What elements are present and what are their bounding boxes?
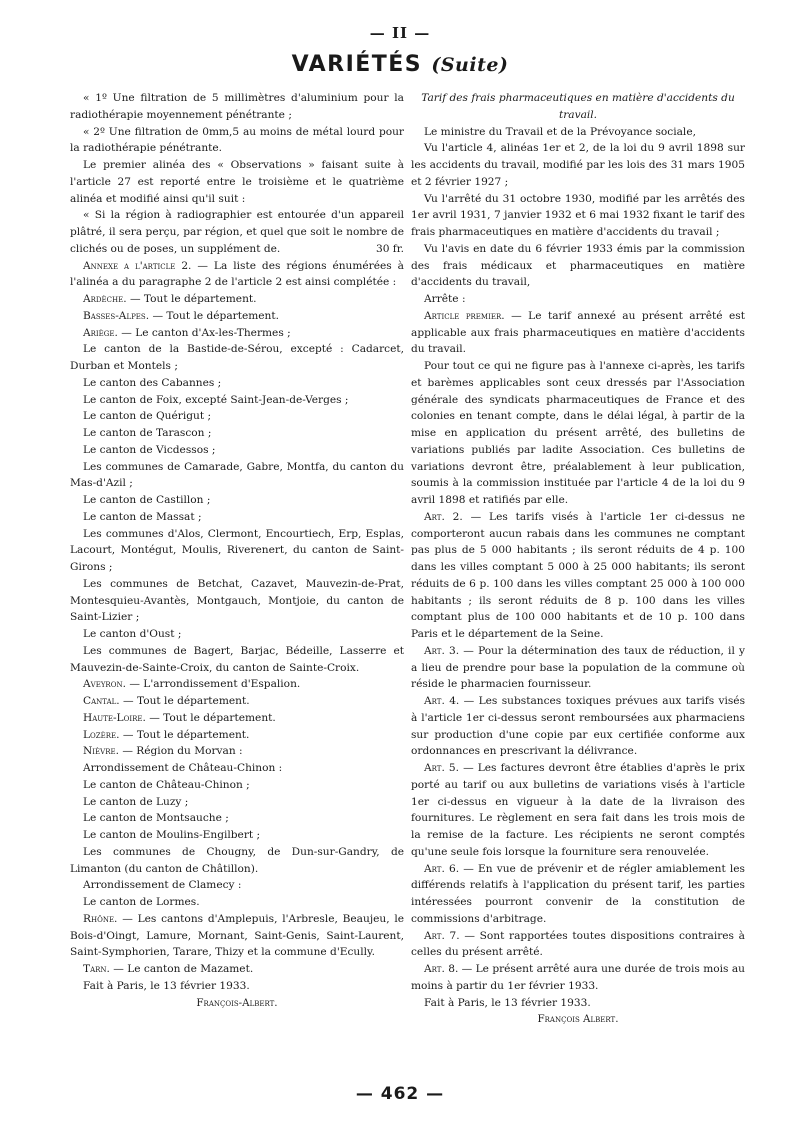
- tarn-text: — Le canton de Mazamet.: [109, 963, 254, 975]
- paragraph-observations: Le premier alinéa des « Observations » faisant suite à l'article 27 est reporté entre le troisième et le quatrième alinéa et modifié ainsi qu'il suit :: [70, 159, 404, 205]
- entry-tarn: [70, 961, 404, 978]
- decree-title: Tarif des frais pharmaceutiques en matière d'accidents du travail.: [421, 92, 735, 121]
- paragraph-vu-loi: Vu l'article 4, alinéas 1er et 2, de la loi du 9 avril 1898 sur les accidents du travail, modifié par les lois des 31 mars 1905 et 2 février 1927 ;: [411, 142, 745, 188]
- section-title: [0, 52, 800, 77]
- supplement-text: « Si la région à radiographier est entourée d'un appareil plâtré, il sera perçu, par région, et quel que soit le nombre de clichés ou de poses, un supplément de.: [70, 209, 404, 255]
- list-item: Le canton des Cabannes ;: [83, 376, 222, 389]
- lozere-label: Lozère.: [83, 728, 120, 741]
- ardeche-text: — Tout le département.: [126, 293, 257, 305]
- annexe-label: Annexe a l'article 2.: [83, 259, 192, 272]
- paragraph-arrete: Arrête :: [424, 293, 466, 305]
- page-number: — 462 —: [355, 1084, 445, 1104]
- entry-basses-alpes: [70, 308, 404, 325]
- list-item: Le canton de Château-Chinon ;: [83, 778, 250, 791]
- list-item: Le canton de Vicdessos ;: [83, 443, 216, 456]
- article-6: [411, 861, 745, 928]
- article-7-label: Art. 7.: [424, 929, 460, 942]
- article-8-text: — Le présent arrêté aura une durée de trois mois au moins à partir du 1er février 1933.: [411, 963, 745, 992]
- article-8: [411, 961, 745, 995]
- list-item: Les communes de Camarade, Gabre, Montfa, du canton du Mas-d'Azil ;: [70, 460, 404, 490]
- ardeche-label: Ardèche.: [83, 293, 127, 305]
- aveyron-label: Aveyron.: [83, 678, 126, 691]
- aveyron-text: — L'arrondissement d'Espalion.: [125, 678, 301, 691]
- list-item: Les communes de Chougny, de Dun-sur-Gandry, de Limanton (du canton de Châtillon).: [70, 845, 404, 875]
- entry-cantal: [70, 693, 404, 710]
- cantal-text: — Tout le département.: [119, 695, 250, 707]
- paragraph-annexe: [70, 258, 404, 292]
- list-item: Le canton de Foix, excepté Saint-Jean-de-Verges ;: [83, 393, 349, 406]
- article-5-label: Art. 5.: [424, 762, 460, 774]
- list-item: Le canton de Massat ;: [83, 510, 202, 523]
- supplement-amount: 30 fr.: [375, 242, 404, 255]
- article-5-text: — Les factures devront être établies d'après le prix porté au tarif ou aux bulletins de variations visés à l'article 1er ci-dessus en vigueur à la date de la livraison des fournitures. Le règlement en sera fait dans les trois mois de la remise de la facture. Les récipients ne seront comptés qu'une seule fois lorsque la fourniture sera renouvelée.: [411, 762, 745, 858]
- entry-haute-loire: [70, 710, 404, 727]
- article-6-text: — En vue de prévenir et de régler amiablement les différends relatifs à l'application du présent tarif, les parties intéressées pourront convenir de la constitution de commissions d'arbitrage.: [411, 862, 745, 925]
- entry-ariege: [70, 325, 404, 342]
- article-1: [411, 308, 745, 358]
- annexe-text: — La liste des régions énumérées à l'alinéa a du paragraphe 2 de l'article 2 est ainsi complétée :: [70, 259, 404, 289]
- article-7-text: — Sont rapportées toutes dispositions contraires à celles du présent arrêté.: [411, 929, 745, 959]
- article-6-label: Art. 6.: [424, 862, 460, 875]
- list-item: Le canton de Montsauche ;: [83, 812, 229, 825]
- list-item: Le canton de Lormes.: [83, 896, 200, 908]
- article-2-label: Art. 2.: [424, 510, 463, 523]
- left-column: [70, 90, 404, 1011]
- article-2: [411, 509, 745, 643]
- article-2-text: — Les tarifs visés à l'article 1er ci-dessus ne comporteront aucun rabais dans les communes ne comptant pas plus de 5 000 habitants ; ils seront réduits de 4 p. 100 dans les villes comptant 5 000 à 25 000 habitants; ils seront réduits de 6 p. 100 dans les villes comptant 25 000 à 100 000 habitants ; ils seront réduits de 8 p. 100 dans les villes comptant plus de 100 000 habitants et de 10 p. 100 dans Paris et le département de la Seine.: [411, 510, 745, 640]
- list-item: Arrondissement de Clamecy :: [83, 879, 242, 892]
- list-item: Le canton de Luzy ;: [83, 795, 189, 808]
- basses-alpes-text: — Tout le département.: [149, 309, 280, 322]
- nievre-label: Nièvre.: [83, 745, 119, 758]
- basses-alpes-label: Basses-Alpes.: [83, 309, 150, 322]
- rhone-text: — Les cantons d'Amplepuis, l'Arbresle, Beaujeu, le Bois-d'Oingt, Lamure, Mornant, Saint-Genis, Saint-Laurent, Saint-Symphorien, Tarare, Thizy et la commune d'Ecully.: [70, 912, 404, 959]
- page-roman-number: — II —: [369, 24, 431, 42]
- list-item: Les communes d'Alos, Clermont, Encourtiech, Erp, Esplas, Lacourt, Montégut, Moulis, Riverenert, du canton de Saint-Girons ;: [70, 527, 404, 573]
- ariege-label: Ariège.: [83, 326, 118, 339]
- paragraph-filtration-1: « 1º Une filtration de 5 millimètres d'aluminium pour la radiothérapie moyennement pénétrante ;: [70, 92, 404, 121]
- list-item: Le canton d'Oust ;: [83, 628, 182, 640]
- entry-nievre: [70, 743, 404, 760]
- entry-lozere: [70, 727, 404, 744]
- article-7: [411, 928, 745, 962]
- list-item: Le canton de Quérigut ;: [83, 410, 212, 423]
- article-3-label: Art. 3.: [424, 644, 460, 657]
- paragraph-tarifs: Pour tout ce qui ne figure pas à l'annexe ci-après, les tarifs et barèmes applicables sont ceux dressés par l'Association générale des syndicats pharmaceutiques de France et des colonies en tenant compte, dans le délai légal, à partir de la mise en application du présent arrêté, des bulletins de variations publiés par ladite Association. Ces bulletins de variations devront être, préalablement à leur publication, soumis à la commission instituée par l'article 4 de la loi du 9 avril 1898 et ratifiés par elle.: [411, 360, 745, 506]
- rhone-label: Rhône.: [83, 912, 118, 925]
- list-item: Le canton de Castillon ;: [83, 494, 211, 506]
- paragraph-vu-avis: Vu l'avis en date du 6 février 1933 émis par la commission des frais médicaux et pharmaceutiques en matière d'accidents du travail,: [411, 242, 745, 289]
- list-item: Les communes de Betchat, Cazavet, Mauvezin-de-Prat, Montesquieu-Avantès, Montgauch, Montjoie, du canton de Saint-Lizier ;: [70, 577, 404, 624]
- tarn-label: Tarn.: [83, 963, 110, 975]
- signature-left: François-Albert.: [196, 996, 278, 1009]
- lozere-text: — Tout le département.: [119, 728, 250, 741]
- article-8-label: Art. 8.: [424, 963, 459, 975]
- paragraph-filtration-2: « 2º Une filtration de 0mm,5 au moins de métal lourd pour la radiothérapie pénétrante.: [70, 125, 404, 155]
- entry-aveyron: [70, 676, 404, 693]
- entry-rhone: [70, 911, 404, 961]
- list-item: Le canton de la Bastide-de-Sérou, excepté : Cadarcet, Durban et Montels ;: [70, 343, 404, 372]
- list-item: Les communes de Bagert, Barjac, Bédeille, Lasserre et Mauvezin-de-Sainte-Croix, du canton de Sainte-Croix.: [70, 644, 404, 674]
- article-4-label: Art. 4.: [424, 695, 460, 707]
- list-item: Le canton de Moulins-Engilbert ;: [83, 829, 261, 841]
- section-title-suite: (Suite): [431, 54, 509, 76]
- paragraph-ministre: Le ministre du Travail et de la Prévoyance sociale,: [424, 125, 696, 138]
- paragraph-supplement: [70, 207, 404, 257]
- entry-ardeche: [70, 291, 404, 308]
- article-3: [411, 643, 745, 693]
- cantal-label: Cantal.: [83, 695, 120, 707]
- ariege-text: — Le canton d'Ax-les-Thermes ;: [117, 326, 291, 339]
- paragraph-vu-arrete: Vu l'arrêté du 31 octobre 1930, modifié par les arrêtés des 1er avril 1931, 7 janvier 1932 et 6 mai 1932 fixant le tarif des frais pharmaceutiques en matière d'accidents du travail ;: [411, 192, 745, 238]
- list-item: Le canton de Tarascon ;: [83, 427, 212, 439]
- article-4: [411, 693, 745, 760]
- haute-loire-text: — Tout le département.: [145, 711, 276, 724]
- nievre-text: — Région du Morvan :: [118, 745, 243, 758]
- article-5: [411, 760, 745, 861]
- right-column: [411, 90, 745, 1028]
- article-4-text: — Les substances toxiques prévues aux tarifs visés à l'article 1er ci-dessus seront remboursées aux pharmaciens sur production d'une copie par eux certifiée conforme aux ordonnances en prescrivant la délivrance.: [411, 695, 746, 758]
- article-1-text: — Le tarif annexé au présent arrêté est applicable aux frais pharmaceutiques en matière d'accidents du travail.: [411, 309, 745, 356]
- list-item: Arrondissement de Château-Chinon :: [83, 762, 283, 774]
- section-title-text: VARIÉTÉS: [291, 52, 423, 77]
- article-3-text: — Pour la détermination des taux de réduction, il y a lieu de prendre pour base la population de la commune où réside le pharmacien fournisseur.: [411, 644, 745, 691]
- fait-a-paris-left: Fait à Paris, le 13 février 1933.: [83, 979, 250, 992]
- signature-right: François Albert.: [537, 1013, 619, 1026]
- fait-a-paris-right: Fait à Paris, le 13 février 1933.: [424, 996, 591, 1009]
- article-1-label: Article premier.: [424, 309, 505, 322]
- haute-loire-label: Haute-Loire.: [83, 711, 146, 724]
